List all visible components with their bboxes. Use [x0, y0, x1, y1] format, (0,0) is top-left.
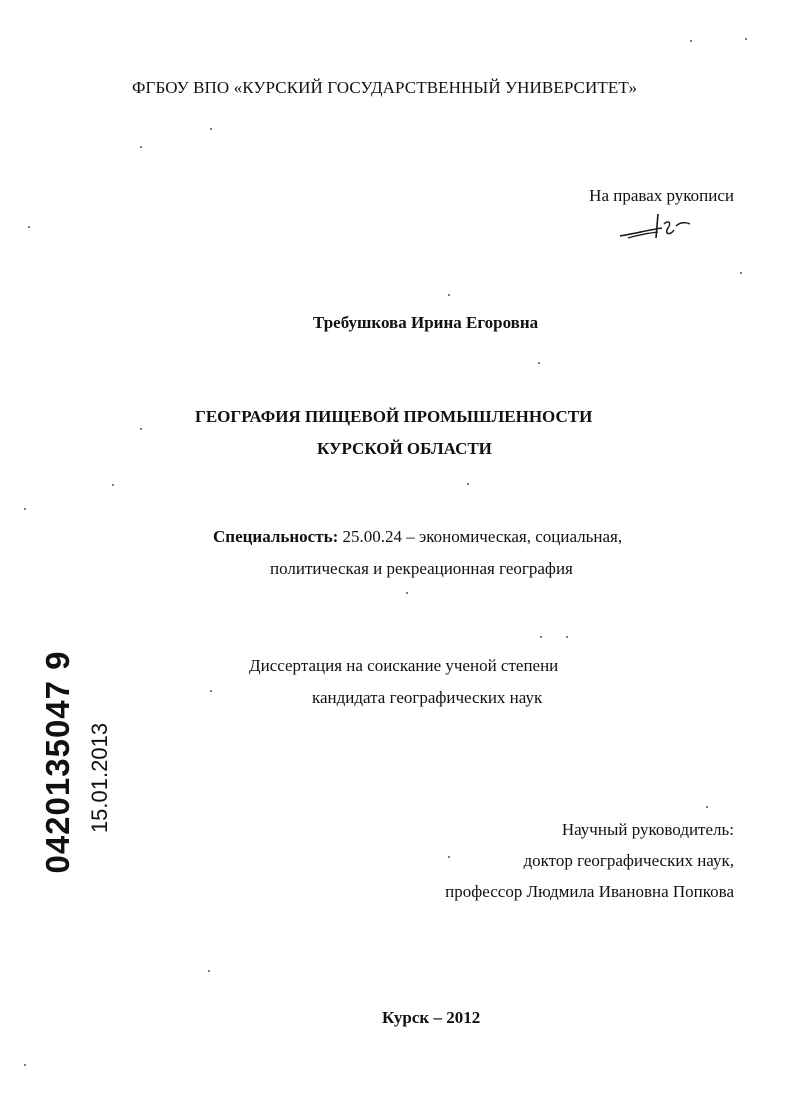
city-year: Курск – 2012 [382, 1008, 481, 1027]
scan-speck [406, 592, 408, 594]
supervisor-name: профессор Людмила Ивановна Попкова [445, 882, 734, 901]
manuscript-note: На правах рукописи [589, 186, 734, 205]
scan-speck [448, 294, 450, 296]
scan-speck [140, 146, 142, 148]
scan-speck [540, 636, 542, 638]
library-stamp-date: 15.01.2013 [87, 722, 112, 834]
specialty-line-1 [213, 527, 622, 547]
scan-speck [448, 856, 450, 858]
specialty-line-2: политическая и рекреационная география [270, 559, 573, 578]
specialty-label: Специальность: [213, 527, 339, 546]
scan-speck [690, 40, 692, 42]
thesis-title-line-2: КУРСКОЙ ОБЛАСТИ [317, 439, 492, 458]
scan-speck [745, 38, 747, 40]
scan-speck [140, 428, 142, 430]
scan-speck [208, 970, 210, 972]
scan-speck [210, 128, 212, 130]
specialty-value: 25.00.24 – экономическая, социальная, [342, 527, 623, 546]
signature-icon [618, 208, 698, 248]
degree-line-1: Диссертация на соискание ученой степени [249, 656, 559, 675]
degree-line-2: кандидата географических наук [312, 688, 543, 707]
scan-speck [467, 483, 469, 485]
scan-speck [112, 484, 114, 486]
scan-speck [566, 636, 568, 638]
scan-speck [740, 272, 742, 274]
scan-speck [28, 226, 30, 228]
scan-speck [538, 362, 540, 364]
scan-speck [24, 1064, 26, 1066]
thesis-title-line-1: ГЕОГРАФИЯ ПИЩЕВОЙ ПРОМЫШЛЕННОСТИ [195, 407, 593, 426]
scan-speck [706, 806, 708, 808]
university-name: ФГБОУ ВПО «КУРСКИЙ ГОСУДАРСТВЕННЫЙ УНИВЕРСИТЕТ» [132, 78, 638, 97]
scan-speck [210, 690, 212, 692]
scan-speck [24, 508, 26, 510]
library-stamp-number: 0420135047 9 [39, 650, 76, 874]
author-name: Требушкова Ирина Егоровна [313, 313, 539, 332]
supervisor-degree: доктор географических наук, [523, 851, 734, 870]
supervisor-heading: Научный руководитель: [561, 820, 734, 839]
